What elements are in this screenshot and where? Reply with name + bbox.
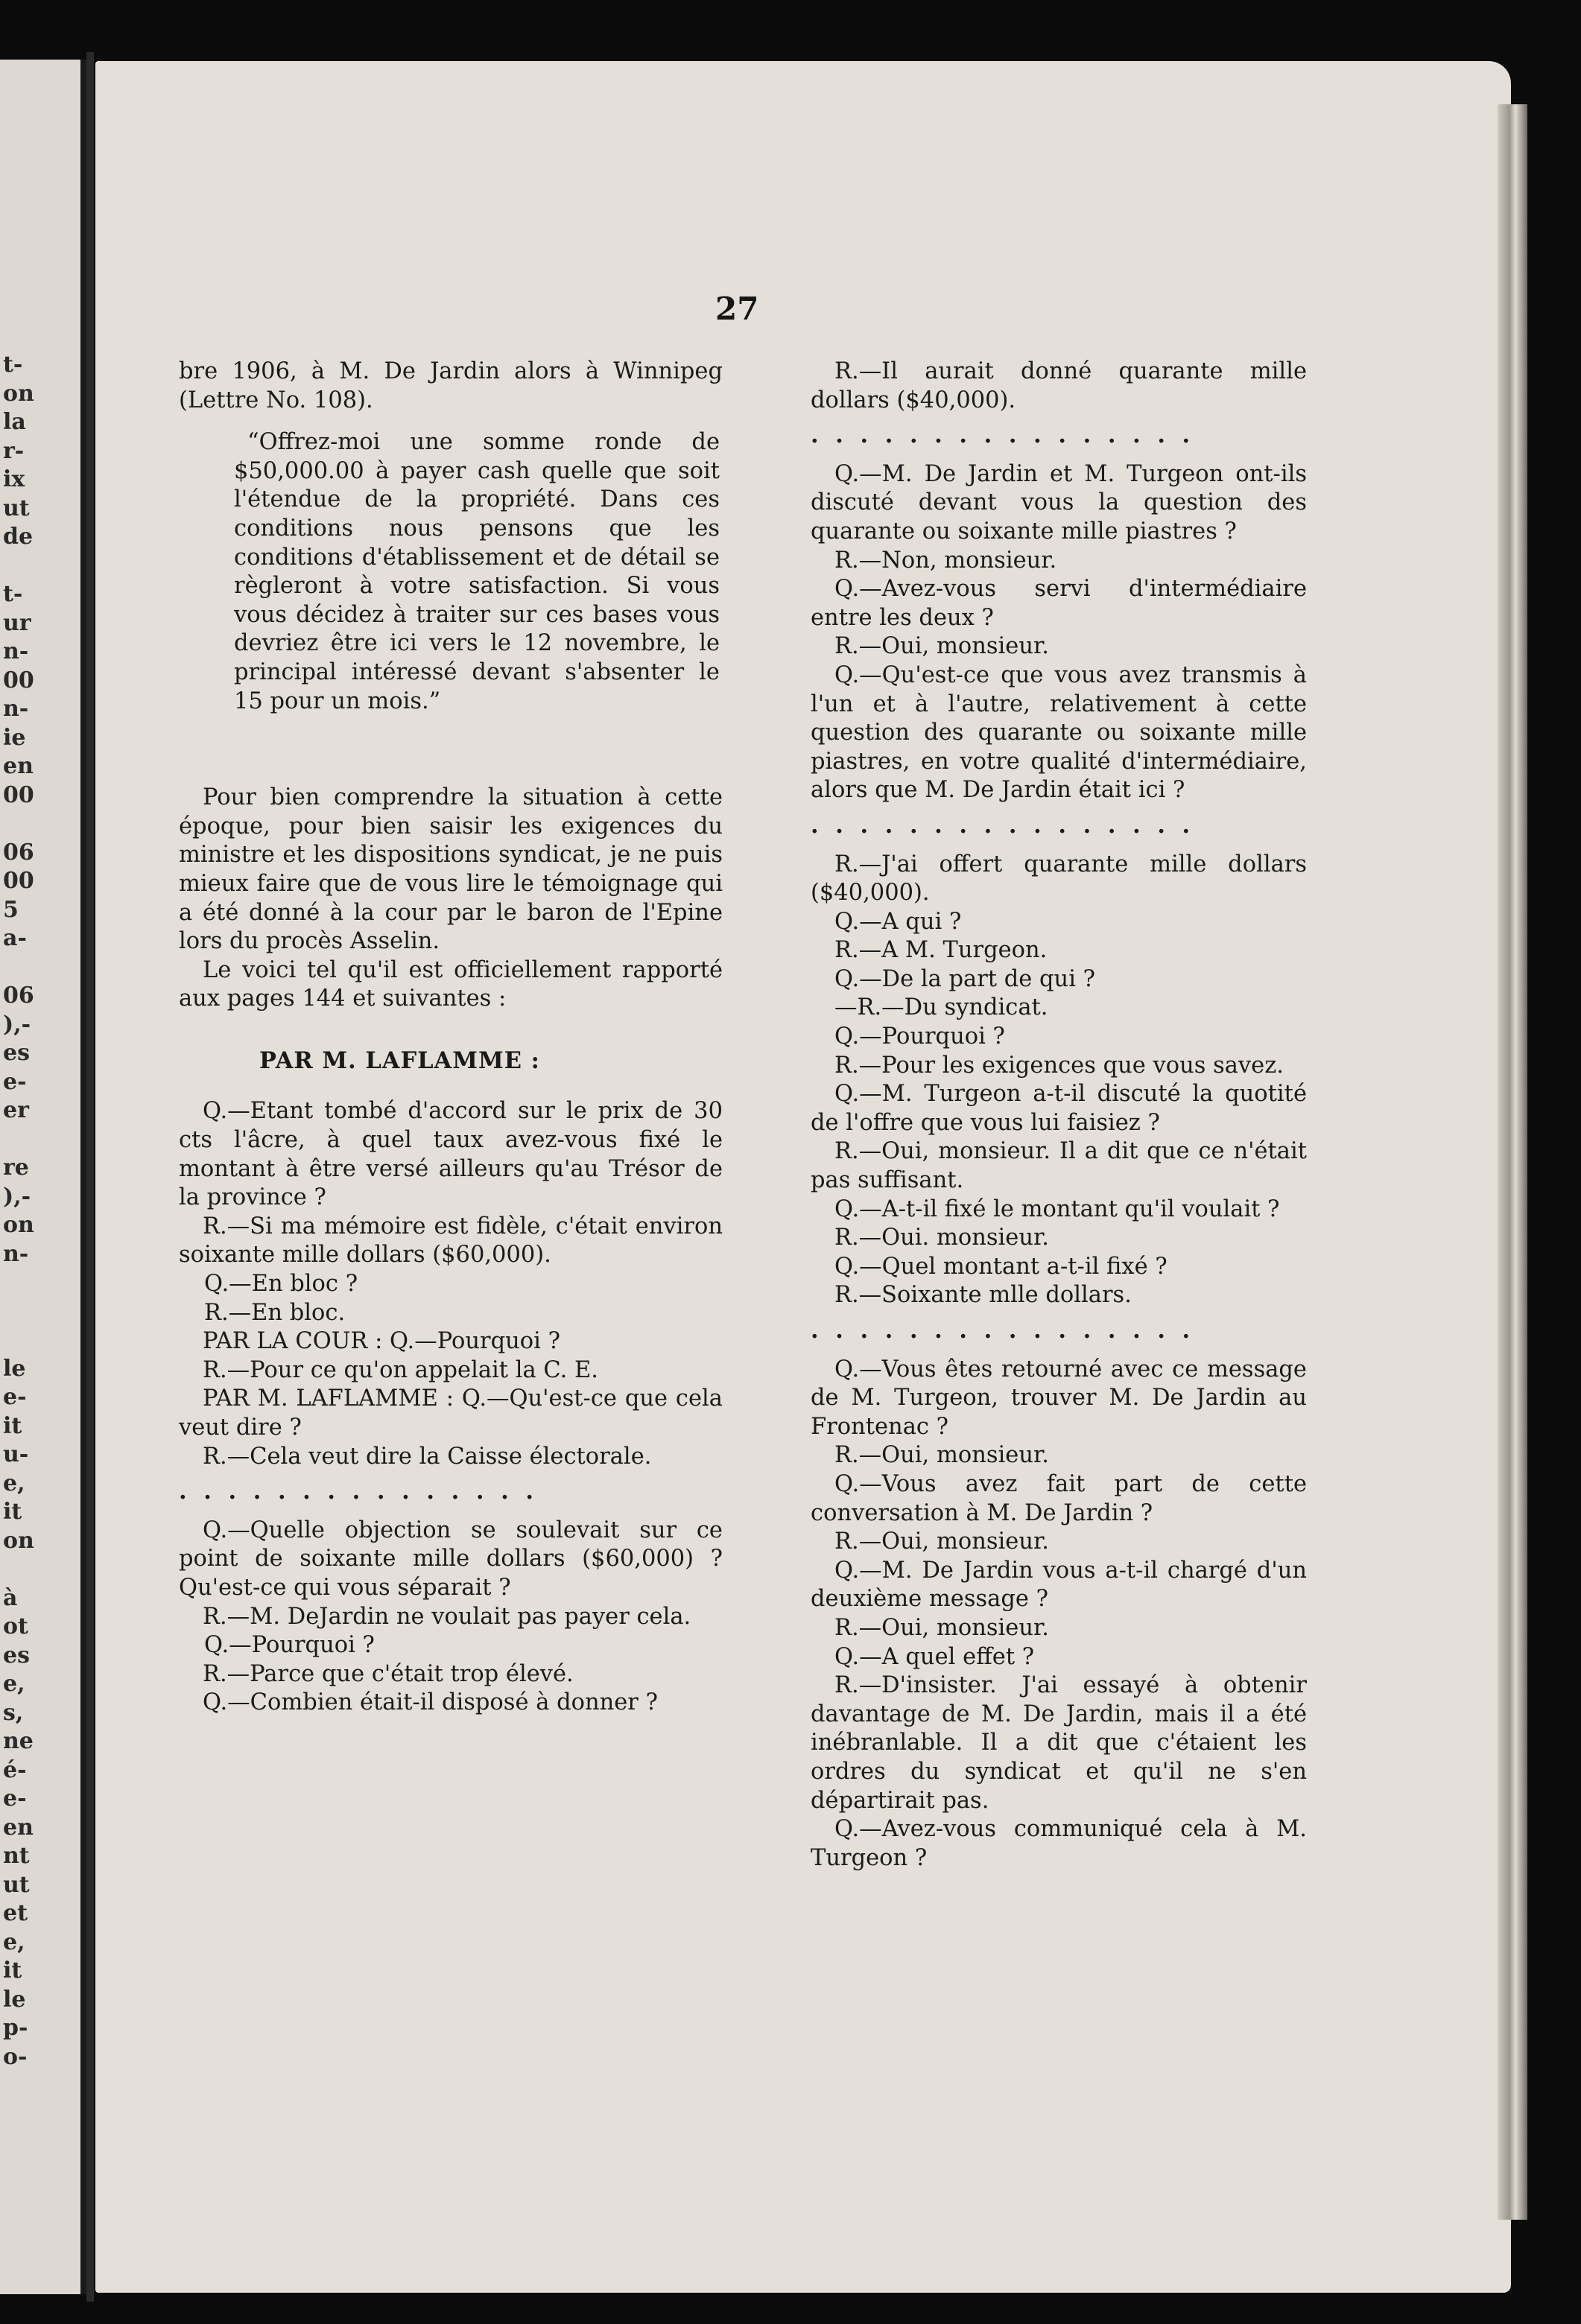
text-paragraph: bre 1906, à M. De Jardin alors à Winnipeg (Lettre No. 108). [179, 358, 723, 413]
previous-page-line-fragment: re [3, 1155, 29, 1181]
previous-page-line-fragment: n- [3, 1240, 29, 1267]
previous-page-line-fragment: ),- [3, 1011, 31, 1038]
paragraph-gap [179, 739, 723, 761]
previous-page-line-fragment: le [3, 1986, 26, 2013]
text-paragraph: Q.—Etant tombé d'accord sur le prix de 30 cts l'âcre, à quel taux avez-vous fixé le montant à être versé ailleurs qu'au Trésor de la province ? [179, 1098, 723, 1211]
text-paragraph: R.—Oui, monsieur. [834, 633, 1049, 660]
text-paragraph: Q.—Combien était-il disposé à donner ? [203, 1689, 658, 1716]
previous-page-line-fragment: on [3, 380, 34, 407]
section-heading: PAR M. LAFLAMME : [259, 1047, 540, 1074]
previous-page-line-fragment: ut [3, 1871, 30, 1898]
ellipsis-divider: . . . . . . . . . . . . . . . . [811, 1317, 1195, 1344]
ellipsis-divider: . . . . . . . . . . . . . . . [179, 1478, 538, 1505]
previous-page-line-fragment: e- [3, 1384, 27, 1410]
previous-page-line-fragment: o- [3, 2043, 28, 2070]
text-paragraph: Q.—En bloc ? [204, 1271, 358, 1298]
text-paragraph: R.—Oui, monsieur. [834, 1442, 1049, 1469]
previous-page-line-fragment: u- [3, 1441, 29, 1467]
text-paragraph: R.—Oui, monsieur. Il a dit que ce n'était pas suffisant. [811, 1138, 1307, 1194]
text-paragraph: R.—Oui, monsieur. [834, 1528, 1049, 1555]
previous-page-line-fragment: er [3, 1097, 29, 1123]
previous-page-line-fragment: et [3, 1900, 28, 1926]
text-paragraph: Le voici tel qu'il est officiellement rapporté aux pages 144 et suivantes : [179, 956, 723, 1012]
previous-page-line-fragment: de [3, 524, 34, 550]
text-paragraph: Q.—Quelle objection se soulevait sur ce point de soixante mille dollars ($60,000) ? Qu'est-ce qui vous séparait ? [179, 1517, 723, 1601]
text-paragraph: “Offrez-moi une somme ronde de $50,000.00 à payer cash quelle que soit l'étendue de la propriété. Dans ces conditions nous pensons que les conditions d'établissement et de détail se règleront à votre satisfaction. Si vous vous décidez à traiter sur ces bases vous devriez être ici vers le 12 novembre, le principal intéressé devant s'absenter le 15 pour un mois.” [234, 429, 720, 714]
text-paragraph: R.—Pour ce qu'on appelait la C. E. [203, 1356, 598, 1383]
text-paragraph: Pour bien comprendre la situation à cette époque, pour bien saisir les exigences du ministre et les dispositions syndicat, je ne puis mieux faire que de vous lire le témoignage qui a été donné à la cour par le baron de l'Epine lors du procès Asselin. [179, 784, 723, 955]
previous-page-line-fragment: it [3, 1412, 22, 1439]
previous-page-line-fragment: en [3, 753, 34, 779]
text-paragraph: R.—Soixante mlle dollars. [834, 1282, 1132, 1309]
text-paragraph: Q.—A-t-il fixé le montant qu'il voulait ? [834, 1196, 1280, 1222]
right-text-column [811, 358, 1307, 1873]
text-paragraph: R.—A M. Turgeon. [834, 937, 1048, 964]
previous-page-line-fragment: e, [3, 1928, 25, 1955]
text-paragraph: Q.—Quel montant a-t-il fixé ? [834, 1253, 1167, 1280]
previous-page-line-fragment: la [3, 409, 26, 435]
text-paragraph: R.—Oui. monsieur. [834, 1225, 1049, 1251]
text-paragraph: Q.—Pourquoi ? [834, 1023, 1005, 1050]
previous-page-line-fragment: e- [3, 1785, 27, 1812]
text-paragraph: R.—Oui, monsieur. [834, 1614, 1049, 1641]
page-edge-shadow [1498, 104, 1527, 2220]
text-paragraph: PAR M. LAFLAMME : Q.—Qu'est-ce que cela veut dire ? [179, 1385, 723, 1441]
text-paragraph: Q.—Qu'est-ce que vous avez transmis à l'un et à l'autre, relativement à cette question des quarante ou soixante mille piastres, en votre qualité d'intermédiaire, alors que M. De Jardin était ici ? [811, 661, 1307, 804]
previous-page-line-fragment: ),- [3, 1183, 31, 1210]
text-paragraph: Q.—M. De Jardin et M. Turgeon ont-ils discuté devant vous la question des quarante ou soixante mille piastres ? [811, 460, 1307, 545]
previous-page-line-fragment: 00 [3, 781, 34, 808]
text-paragraph: Q.—Avez-vous servi d'intermédiaire entre les deux ? [811, 576, 1307, 631]
ellipsis-divider: . . . . . . . . . . . . . . . . [811, 422, 1195, 449]
page-number: 27 [715, 290, 759, 327]
previous-page-line-fragment: es [3, 1040, 30, 1066]
previous-page-line-fragment: 06 [3, 982, 34, 1009]
text-paragraph: R.—Il aurait donné quarante mille dollars ($40,000). [811, 358, 1307, 413]
previous-page-line-fragment: 06 [3, 839, 34, 866]
text-paragraph: R.—J'ai offert quarante mille dollars ($40,000). [811, 851, 1307, 907]
previous-page-line-fragment: ix [3, 466, 25, 492]
previous-page-line-fragment: ur [3, 609, 31, 636]
text-paragraph: —R.—Du syndicat. [834, 994, 1048, 1021]
book-gutter [86, 52, 94, 2302]
text-paragraph: Q.—A qui ? [834, 908, 962, 935]
text-paragraph: Q.—M. Turgeon a-t-il discuté la quotité de l'offre que vous lui faisiez ? [811, 1081, 1307, 1136]
previous-page-line-fragment: e, [3, 1671, 25, 1697]
previous-page-line-fragment: 5 [3, 896, 19, 923]
previous-page-line-fragment: e- [3, 1068, 27, 1095]
text-paragraph: Q.—M. De Jardin vous a-t-il chargé d'un deuxième message ? [811, 1557, 1307, 1613]
text-paragraph: R.—Cela veut dire la Caisse électorale. [203, 1443, 652, 1470]
previous-page-line-fragment: en [3, 1814, 34, 1841]
previous-page-line-fragment: e, [3, 1470, 25, 1496]
text-paragraph: R.—M. DeJardin ne voulait pas payer cela. [203, 1603, 691, 1630]
previous-page-line-fragment: à [3, 1584, 18, 1611]
text-paragraph: PAR LA COUR : Q.—Pourquoi ? [203, 1328, 560, 1355]
previous-page-line-fragment: on [3, 1527, 34, 1554]
previous-page-line-fragment: ne [3, 1728, 34, 1754]
text-paragraph: Q.—Vous avez fait part de cette conversation à M. De Jardin ? [811, 1470, 1307, 1526]
text-paragraph: R.—D'insister. J'ai essayé à obtenir davantage de M. De Jardin, mais il a été inébranlable. Il a dit que c'étaient les ordres du syndicat et qu'il ne s'en départirait pas. [811, 1672, 1307, 1814]
previous-page-line-fragment: t- [3, 352, 23, 378]
text-paragraph: R.—En bloc. [204, 1299, 346, 1326]
text-paragraph: R.—Pour les exigences que vous savez. [834, 1052, 1284, 1079]
previous-page-line-fragment: p- [3, 2015, 28, 2041]
previous-page-line-fragment: on [3, 1212, 34, 1238]
previous-page-line-fragment: r- [3, 437, 25, 464]
text-paragraph: R.—Parce que c'était trop élevé. [203, 1660, 574, 1687]
ellipsis-divider: . . . . . . . . . . . . . . . . [811, 811, 1195, 839]
text-paragraph: Q.—Pourquoi ? [204, 1632, 375, 1659]
text-paragraph: Q.—De la part de qui ? [834, 965, 1095, 992]
previous-page-line-fragment: ie [3, 724, 26, 751]
previous-page-line-fragment: 00 [3, 667, 34, 693]
previous-page-line-fragment: s, [3, 1699, 24, 1726]
text-paragraph: R.—Si ma mémoire est fidèle, c'était environ soixante mille dollars ($60,000). [179, 1213, 723, 1269]
previous-page-line-fragment: it [3, 1958, 22, 1984]
previous-page-fragment [0, 60, 86, 2294]
previous-page-line-fragment: it [3, 1499, 22, 1525]
previous-page-line-fragment: t- [3, 581, 23, 607]
text-paragraph: R.—Non, monsieur. [834, 547, 1057, 574]
text-paragraph: Q.—A quel effet ? [834, 1643, 1035, 1670]
previous-page-line-fragment: es [3, 1642, 30, 1669]
text-paragraph: Q.—Vous êtes retourné avec ce message de M. Turgeon, trouver M. De Jardin au Frontenac ? [811, 1356, 1307, 1440]
previous-page-line-fragment: le [3, 1355, 26, 1382]
left-text-column [179, 358, 723, 1718]
previous-page-line-fragment: ut [3, 495, 30, 521]
text-paragraph: Q.—Avez-vous communiqué cela à M. Turgeon ? [811, 1816, 1307, 1871]
previous-page-line-fragment: a- [3, 925, 27, 951]
previous-page-line-fragment: 00 [3, 868, 34, 894]
previous-page-line-fragment: nt [3, 1843, 30, 1869]
previous-page-line-fragment: é- [3, 1756, 27, 1783]
previous-page-line-fragment: n- [3, 638, 29, 664]
previous-page-line-fragment: ot [3, 1613, 28, 1639]
previous-page-line-fragment: n- [3, 696, 29, 722]
